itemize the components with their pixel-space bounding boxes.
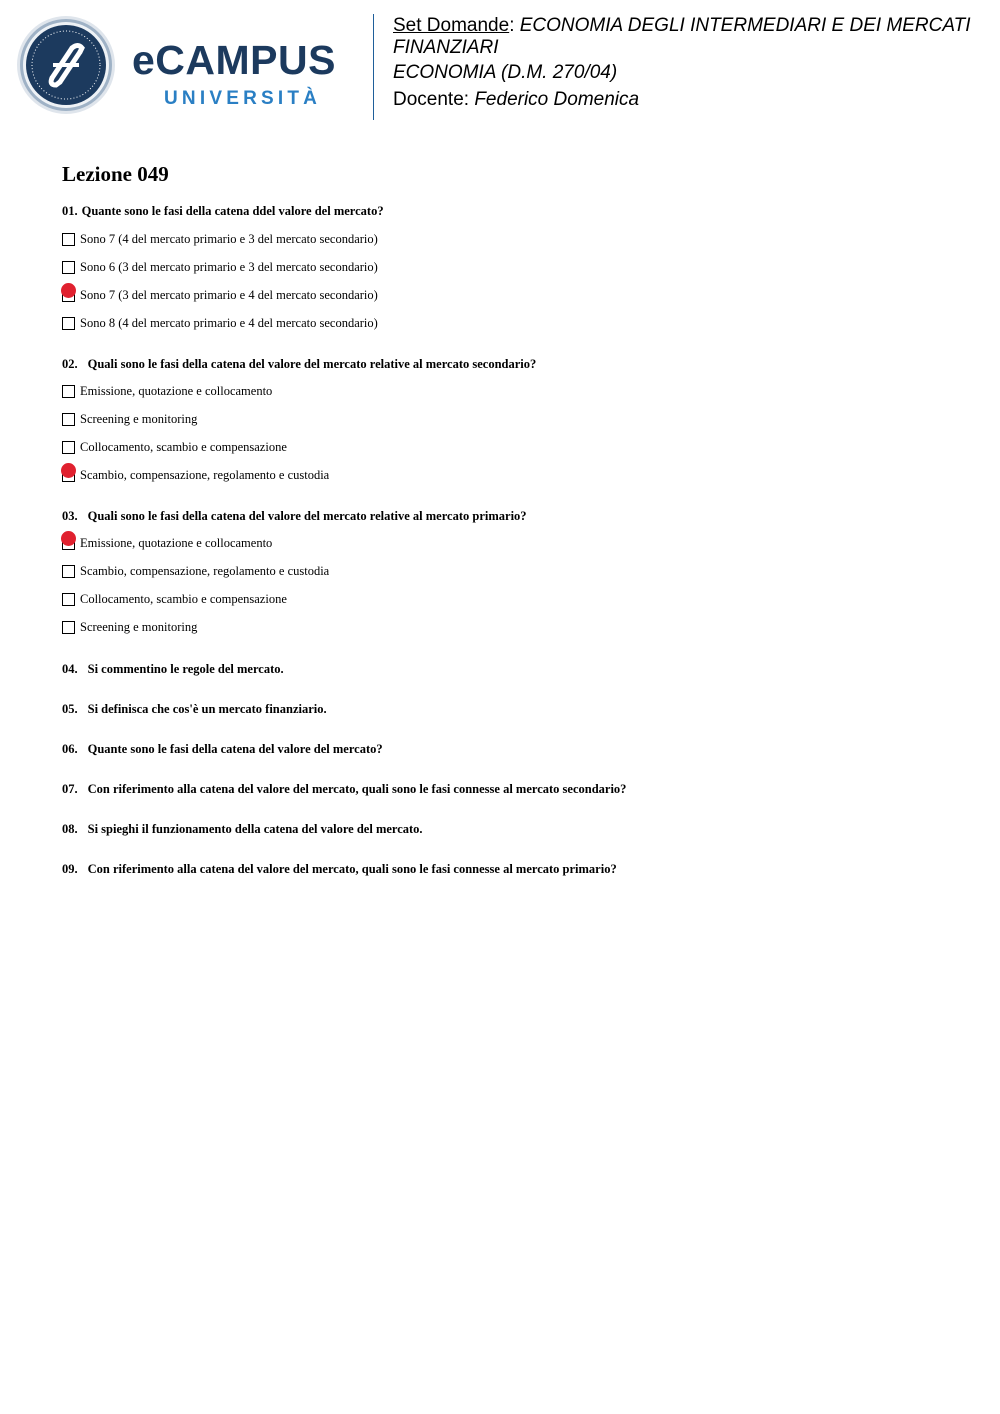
answer-option-selected[interactable]: Sono 7 (3 del mercato primario e 4 del mercato secondario) <box>62 287 962 315</box>
option-list <box>62 383 962 495</box>
course-name: ECONOMIA (D.M. 270/04) <box>393 62 618 83</box>
open-question: 04. Si commentino le regole del mercato. <box>62 662 284 676</box>
checkbox[interactable] <box>62 317 75 330</box>
checkbox[interactable] <box>62 593 75 606</box>
selected-answer-dot-icon <box>61 531 76 546</box>
question-block <box>62 508 962 647</box>
selected-answer-dot-icon <box>61 463 76 478</box>
answer-option[interactable]: Sono 8 (4 del mercato primario e 4 del mercato secondario) <box>62 315 962 343</box>
answer-option[interactable]: Collocamento, scambio e compensazione <box>62 591 962 619</box>
open-question: 07. Con riferimento alla catena del valore del mercato, quali sono le fasi connesse al mercato secondario? <box>62 782 627 796</box>
teacher-label: Docente: <box>393 89 470 110</box>
question-text: 02. Quali sono le fasi della catena del valore del mercato relative al mercato secondario? <box>62 357 537 371</box>
selected-answer-dot-icon <box>61 283 76 298</box>
university-seal-logo <box>16 15 116 115</box>
set-label: Set Domande <box>393 15 510 36</box>
question-text: 03. Quali sono le fasi della catena del valore del mercato relative al mercato primario? <box>62 509 527 523</box>
answer-option[interactable]: Screening e monitoring <box>62 619 962 647</box>
course-line <box>393 62 993 84</box>
question-set <box>62 160 962 901</box>
checkbox[interactable] <box>62 261 75 274</box>
open-question: 09. Con riferimento alla catena del valore del mercato, quali sono le fasi connesse al mercato primario? <box>62 862 617 876</box>
answer-option[interactable]: Emissione, quotazione e collocamento <box>62 383 962 411</box>
option-list <box>62 231 962 343</box>
checkbox[interactable] <box>62 621 75 634</box>
option-list <box>62 535 962 647</box>
answer-option[interactable]: Scambio, compensazione, regolamento e custodia <box>62 563 962 591</box>
question-block <box>62 203 962 343</box>
question-block <box>62 356 962 495</box>
answer-option[interactable]: Collocamento, scambio e compensazione <box>62 439 962 467</box>
answer-option[interactable]: Sono 6 (3 del mercato primario e 3 del mercato secondario) <box>62 259 962 287</box>
set-line: Set Domande: ECONOMIA DEGLI INTERMEDIARI E DEI MERCATI FINANZIARI <box>393 15 971 58</box>
checkbox[interactable] <box>62 413 75 426</box>
brand-name: eCAMPUS <box>132 37 336 83</box>
course-info <box>393 15 993 111</box>
answer-option[interactable]: Sono 7 (4 del mercato primario e 3 del mercato secondario) <box>62 231 962 259</box>
question-text: 01. Quante sono le fasi della catena ddel valore del mercato? <box>62 204 384 218</box>
brand-subtitle: UNIVERSITÀ <box>164 88 322 109</box>
lesson-title: Lezione 049 <box>62 162 169 186</box>
answer-option-selected[interactable]: Emissione, quotazione e collocamento <box>62 535 962 563</box>
teacher-line <box>393 89 993 111</box>
answer-option[interactable]: Screening e monitoring <box>62 411 962 439</box>
set-title: ECONOMIA DEGLI INTERMEDIARI E DEI MERCATI FINANZIARI <box>393 15 971 58</box>
checkbox[interactable] <box>62 233 75 246</box>
open-question: 08. Si spieghi il funzionamento della catena del valore del mercato. <box>62 822 423 836</box>
answer-option-selected[interactable]: Scambio, compensazione, regolamento e custodia <box>62 467 962 495</box>
checkbox[interactable] <box>62 385 75 398</box>
open-question-list <box>62 661 962 901</box>
open-question: 05. Si definisca che cos'è un mercato finanziario. <box>62 702 327 716</box>
teacher-name: Federico Domenica <box>474 89 640 110</box>
header-divider <box>373 14 374 120</box>
checkbox[interactable] <box>62 565 75 578</box>
open-question: 06. Quante sono le fasi della catena del valore del mercato? <box>62 742 383 756</box>
page-header <box>0 0 1000 130</box>
checkbox[interactable] <box>62 441 75 454</box>
